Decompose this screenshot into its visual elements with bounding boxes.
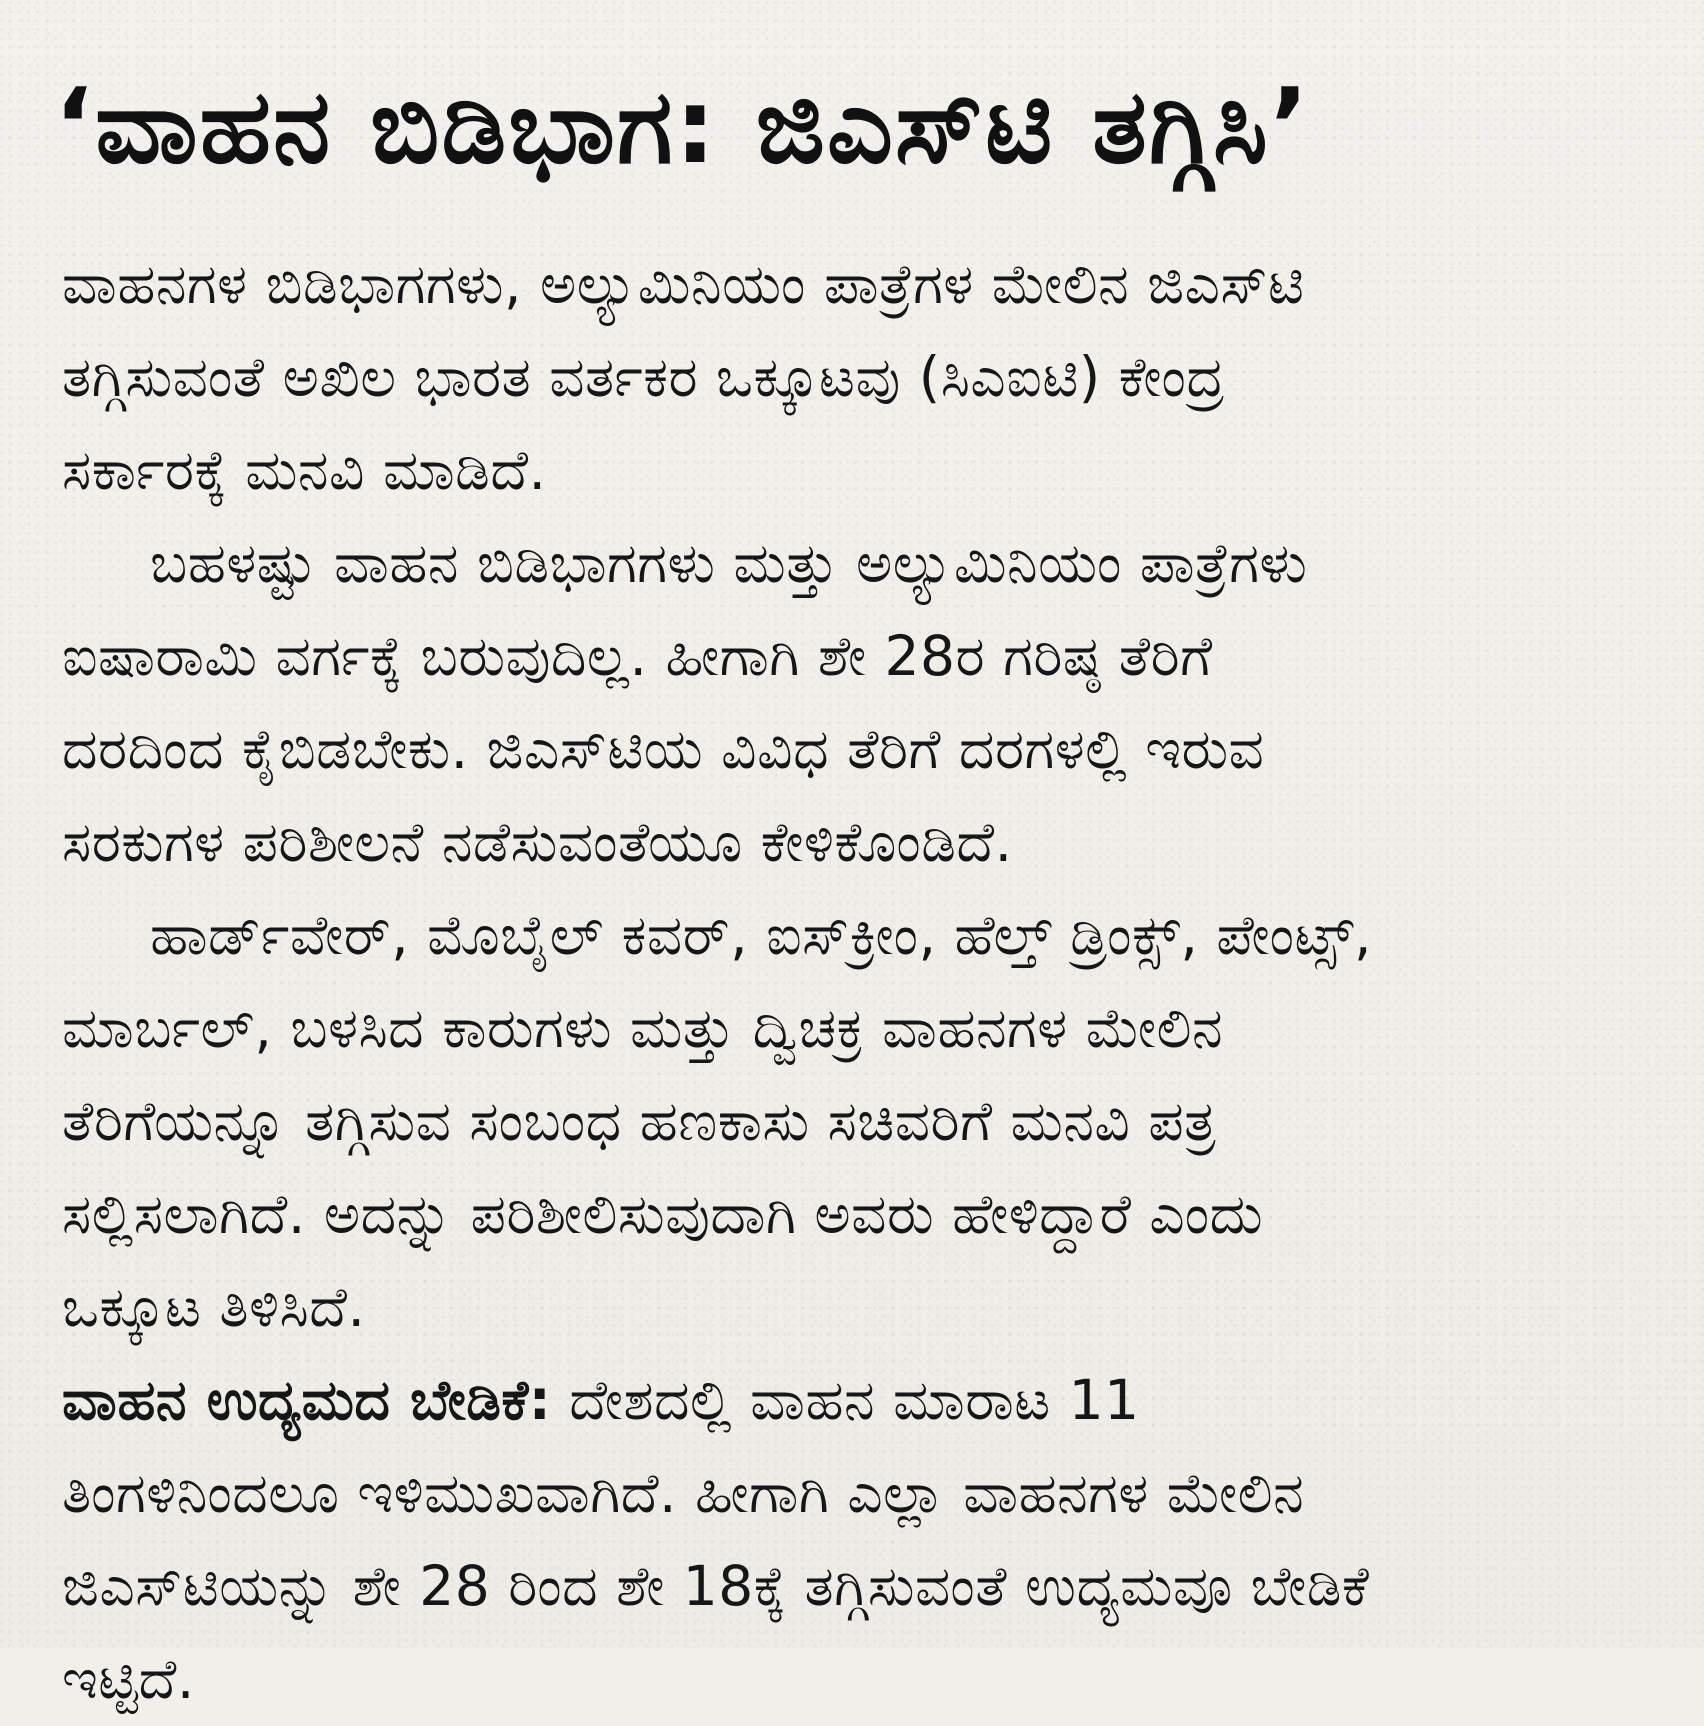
text-line: ವಾಹನಗಳ ಬಿಡಿಭಾಗಗಳು, ಅಲ್ಯುಮಿನಿಯಂ ಪಾತ್ರೆಗಳ ಮೇಲಿನ ಜಿಎಸ್‌ಟಿ <box>62 252 1305 316</box>
text-line <box>62 1354 1662 1447</box>
subhead: ವಾಹನ ಉದ್ಯಮದ ಬೇಡಿಕೆ: <box>62 1368 552 1432</box>
paragraph-4 <box>62 1354 1662 1726</box>
text-line: ದರದಿಂದ ಕೈಬಿಡಬೇಕು. ಜಿಎಸ್‌ಟಿಯ ವಿವಿಧ ತೆರಿಗೆ ದರಗಳಲ್ಲಿ ಇರುವ <box>62 717 1265 781</box>
text-line: ತಗ್ಗಿಸುವಂತೆ ಅಖಿಲ ಭಾರತ ವರ್ತಕರ ಒಕ್ಕೂಟವು (ಸಿಎಐಟಿ) ಕೇಂದ್ರ <box>62 345 1225 409</box>
text-line: ಒಕ್ಕೂಟ ತಿಳಿಸಿದೆ. <box>62 1275 366 1339</box>
text-line: ತೆರಿಗೆಯನ್ನೂ ತಗ್ಗಿಸುವ ಸಂಬಂಧ ಹಣಕಾಸು ಸಚಿವರಿಗೆ ಮನವಿ ಪತ್ರ <box>62 1089 1217 1153</box>
article-body <box>62 238 1662 1726</box>
paragraph-3 <box>62 889 1662 1354</box>
text-line: ಐಷಾರಾಮಿ ವರ್ಗಕ್ಕೆ ಬರುವುದಿಲ್ಲ. ಹೀಗಾಗಿ ಶೇ 28ರ ಗರಿಷ್ಠ ತೆರಿಗೆ <box>62 624 1213 688</box>
text-line: ಮಾರ್ಬಲ್, ಬಳಸಿದ ಕಾರುಗಳು ಮತ್ತು ದ್ವಿಚಕ್ರ ವಾಹನಗಳ ಮೇಲಿನ <box>62 996 1224 1060</box>
text-line: ಸರಕುಗಳ ಪರಿಶೀಲನೆ ನಡೆಸುವಂತೆಯೂ ಕೇಳಿಕೊಂಡಿದೆ. <box>62 810 1013 874</box>
text-line: ಸರ್ಕಾರಕ್ಕೆ ಮನವಿ ಮಾಡಿದೆ. <box>62 438 547 502</box>
paragraph-2 <box>62 517 1662 889</box>
text-line: ಸಲ್ಲಿಸಲಾಗಿದೆ. ಅದನ್ನು ಪರಿಶೀಲಿಸುವುದಾಗಿ ಅವರು ಹೇಳಿದ್ದಾರೆ ಎಂದು <box>62 1182 1264 1246</box>
text-line: ಇಟ್ಟಿದೆ. <box>62 1647 195 1711</box>
text-line: ತಿಂಗಳಿನಿಂದಲೂ ಇಳಿಮುಖವಾಗಿದೆ. ಹೀಗಾಗಿ ಎಲ್ಲಾ ವಾಹನಗಳ ಮೇಲಿನ <box>62 1461 1305 1525</box>
text-line: ಜಿಎಸ್‌ಟಿಯನ್ನು ಶೇ 28 ರಿಂದ ಶೇ 18ಕ್ಕೆ ತಗ್ಗಿಸುವಂತೆ ಉದ್ಯಮವೂ ಬೇಡಿಕೆ <box>62 1554 1370 1618</box>
headline: ‘ವಾಹನ ಬಿಡಿಭಾಗ: ಜಿಎಸ್‌ಟಿ ತಗ್ಗಿಸಿ’ <box>54 67 1311 187</box>
subhead-continuation: ದೇಶದಲ್ಲಿ ವಾಹನ ಮಾರಾಟ 11 <box>551 1368 1140 1432</box>
paragraph-1 <box>62 238 1662 517</box>
text-line: ಬಹಳಷ್ಟು ವಾಹನ ಬಿಡಿಭಾಗಗಳು ಮತ್ತು ಅಲ್ಯುಮಿನಿಯಂ ಪಾತ್ರೆಗಳು <box>150 531 1308 595</box>
text-line: ಹಾರ್ಡ್‌ವೇರ್, ಮೊಬೈಲ್ ಕವರ್, ಐಸ್‌ಕ್ರೀಂ, ಹೆಲ್ತ್ ಡ್ರಿಂಕ್ಸ್, ಪೇಂಟ್ಸ್, <box>150 903 1373 967</box>
